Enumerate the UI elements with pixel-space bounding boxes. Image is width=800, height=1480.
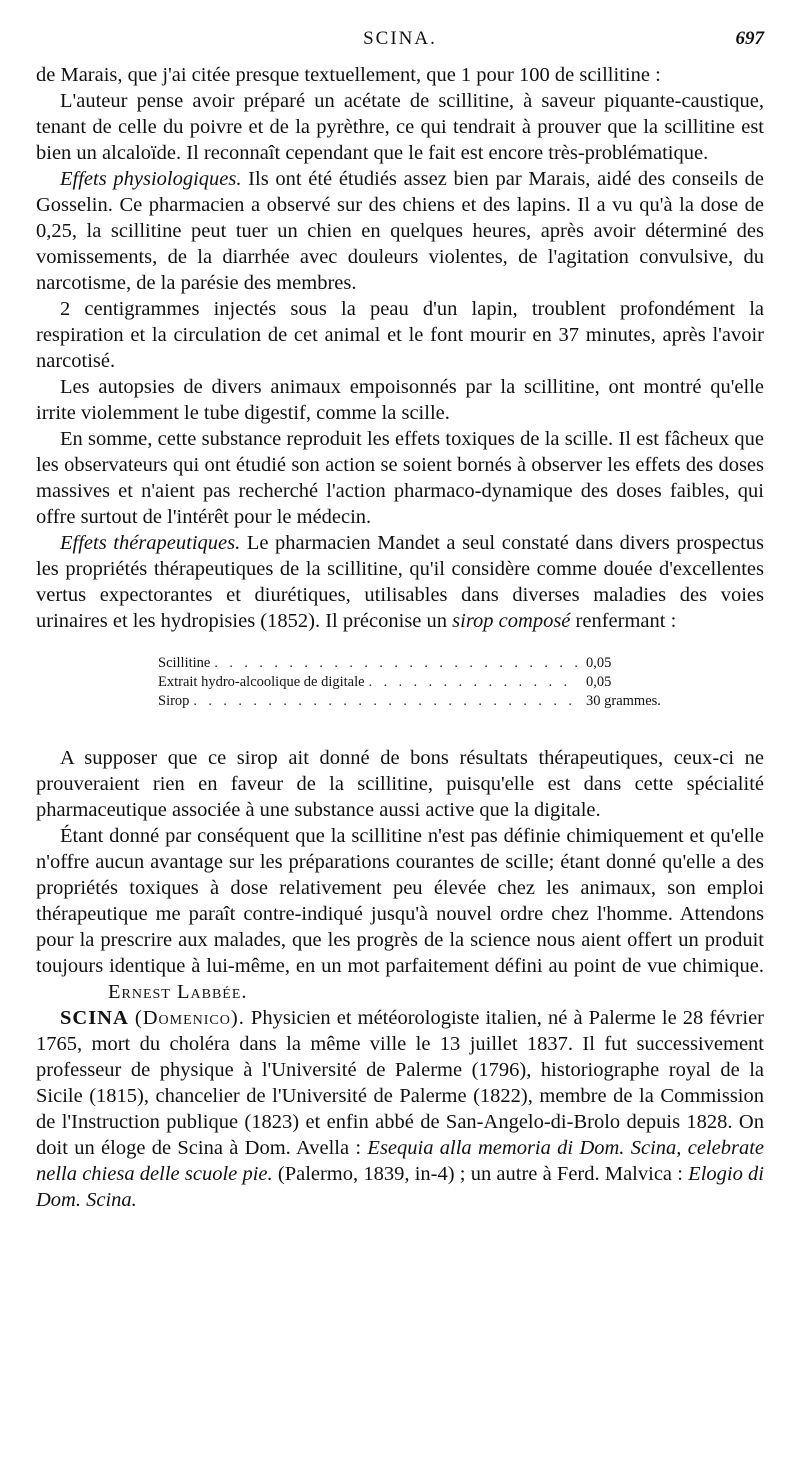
paragraph-continuation: de Marais, que j'ai citée presque textuellement, que 1 pour 100 de scillitine : [36, 64, 661, 86]
paragraph-conclusion [36, 823, 764, 1005]
leader-dots [193, 693, 578, 711]
section-heading-therapeutic: Effets thérapeutiques. [60, 532, 241, 554]
paragraph-summary: En somme, cette substance reproduit les effets toxiques de la scille. Il est fâcheux que les observateurs qui ont étudié son action se soient bornés à observer les effets des doses massives et n'aient pas recherché l'action pharmaco-dynamique des doses faibles, qui offre surtout de l'intérêt pour le médecin. [36, 428, 764, 528]
leader-dots [369, 674, 578, 692]
recipe-list [158, 654, 678, 711]
paragraph-physiological-effects [36, 166, 764, 296]
main-text [36, 62, 764, 1213]
reference-title: Esequia alla memoria di Dom. Scina, celebrate nella chiesa delle scuole pie. [36, 1137, 764, 1185]
recipe-ingredient: Sirop [158, 693, 190, 709]
section-heading-physiological: Effets physiologiques. [60, 168, 242, 190]
author-signature: Ernest Labbée. [108, 981, 248, 1003]
entry-given-name: (Domenico). [134, 1007, 245, 1029]
paragraph-text: renfermant : [570, 610, 677, 632]
paragraph-text: Ils ont été étudiés assez bien par Marais, aidé des conseils de Gosselin. Ce pharmacien a observé sur des chiens et des lapins. Il a vu qu'à la dose de 0,25, la scillitine peut tuer un chien en quelques heures, après avoir déterminé des vomissements, de la diarrhée avec douleurs violentes, de l'agitation convulsive, du narcotisme, de la parésie des membres. [36, 168, 764, 294]
running-title: SCINA. [363, 28, 437, 49]
recipe-ingredient: Extrait hydro-alcoolique de digitale [158, 674, 365, 690]
paragraph-rabbit: 2 centigrammes injectés sous la peau d'un lapin, troublent profondément la respiration et la circulation de cet animal et le font mourir en 37 minutes, après l'avoir narcotisé. [36, 298, 764, 372]
recipe-ingredient: Scillitine [158, 655, 211, 671]
biography-entry [36, 1005, 764, 1213]
page-number: 697 [735, 28, 764, 49]
paragraph-text: Étant donné par conséquent que la scillitine n'est pas définie chimiquement et qu'elle n'offre aucun avantage sur les préparations courantes de scille; étant donné qu'elle a des propriétés toxiques à dose relativement peu élevée chez les animaux, son emploi thérapeutique me paraît contre-indiqué jusqu'à nouvel ordre chez l'homme. Attendons pour la prescrire aux malades, que les progrès de la science nous aient offert un produit toujours identique à lui-même, en un mot parfaitement défini au point de vue chimique. [36, 825, 764, 977]
page-header [36, 28, 764, 58]
recipe-row [158, 654, 678, 673]
reference-title: Elogio di Dom. Scina. [36, 1163, 765, 1211]
paragraph-syrup-results: A supposer que ce sirop ait donné de bons résultats thérapeutiques, ceux-ci ne prouveraient rien en faveur de la scillitine, puisqu'elle est dans cette spécialité pharmaceutique associée à une substance aussi active que la digitale. [36, 747, 764, 821]
leader-dots [214, 655, 578, 673]
recipe-row [158, 692, 678, 711]
entry-text: Physicien et météorologiste italien, né à Palerme le 28 février 1765, mort du choléra dans la même ville le 13 juillet 1837. Il fut successivement professeur de physique à l'Université de Palerme (1796), historiographe royal de la Sicile (1815), chancelier de l'Université de Palerme (1822), membre de la Commission de l'Instruction publique (1823) et enfin abbé de San-Angelo-di-Brolo depuis 1828. On doit un éloge de Scina à Dom. Avella : [36, 1007, 765, 1159]
italic-term: sirop composé [452, 610, 571, 632]
reference-details: (Palermo, 1839, in-4) ; un autre à Ferd. Malvica : [272, 1163, 689, 1185]
recipe-quantity: 0,05 [586, 674, 612, 690]
entry-headword: SCINA [60, 1007, 129, 1029]
paragraph-acetate: L'auteur pense avoir préparé un acétate de scillitine, à saveur piquante-caustique, tenant de celle du poivre et de la pyrèthre, ce qui tendrait à prouver que la scillitine est bien un alcaloïde. Il reconnaît cependant que le fait est encore très-problématique. [36, 90, 764, 164]
paragraph-therapeutic-effects [36, 530, 764, 634]
recipe-row [158, 673, 678, 692]
recipe-quantity: 30 grammes. [586, 693, 661, 709]
recipe-quantity: 0,05 [586, 655, 612, 671]
paragraph-text: Le pharmacien Mandet a seul constaté dans divers prospectus les propriétés thérapeutiques de la scillitine, qu'il considère comme douée d'excellentes vertus expectorantes et diurétiques, utilisables dans diverses maladies des voies urinaires et les hydropisies (1852). Il préconise un [36, 532, 764, 632]
paragraph-autopsies: Les autopsies de divers animaux empoisonnés par la scillitine, ont montré qu'elle irrite violemment le tube digestif, comme la scille. [36, 376, 764, 424]
